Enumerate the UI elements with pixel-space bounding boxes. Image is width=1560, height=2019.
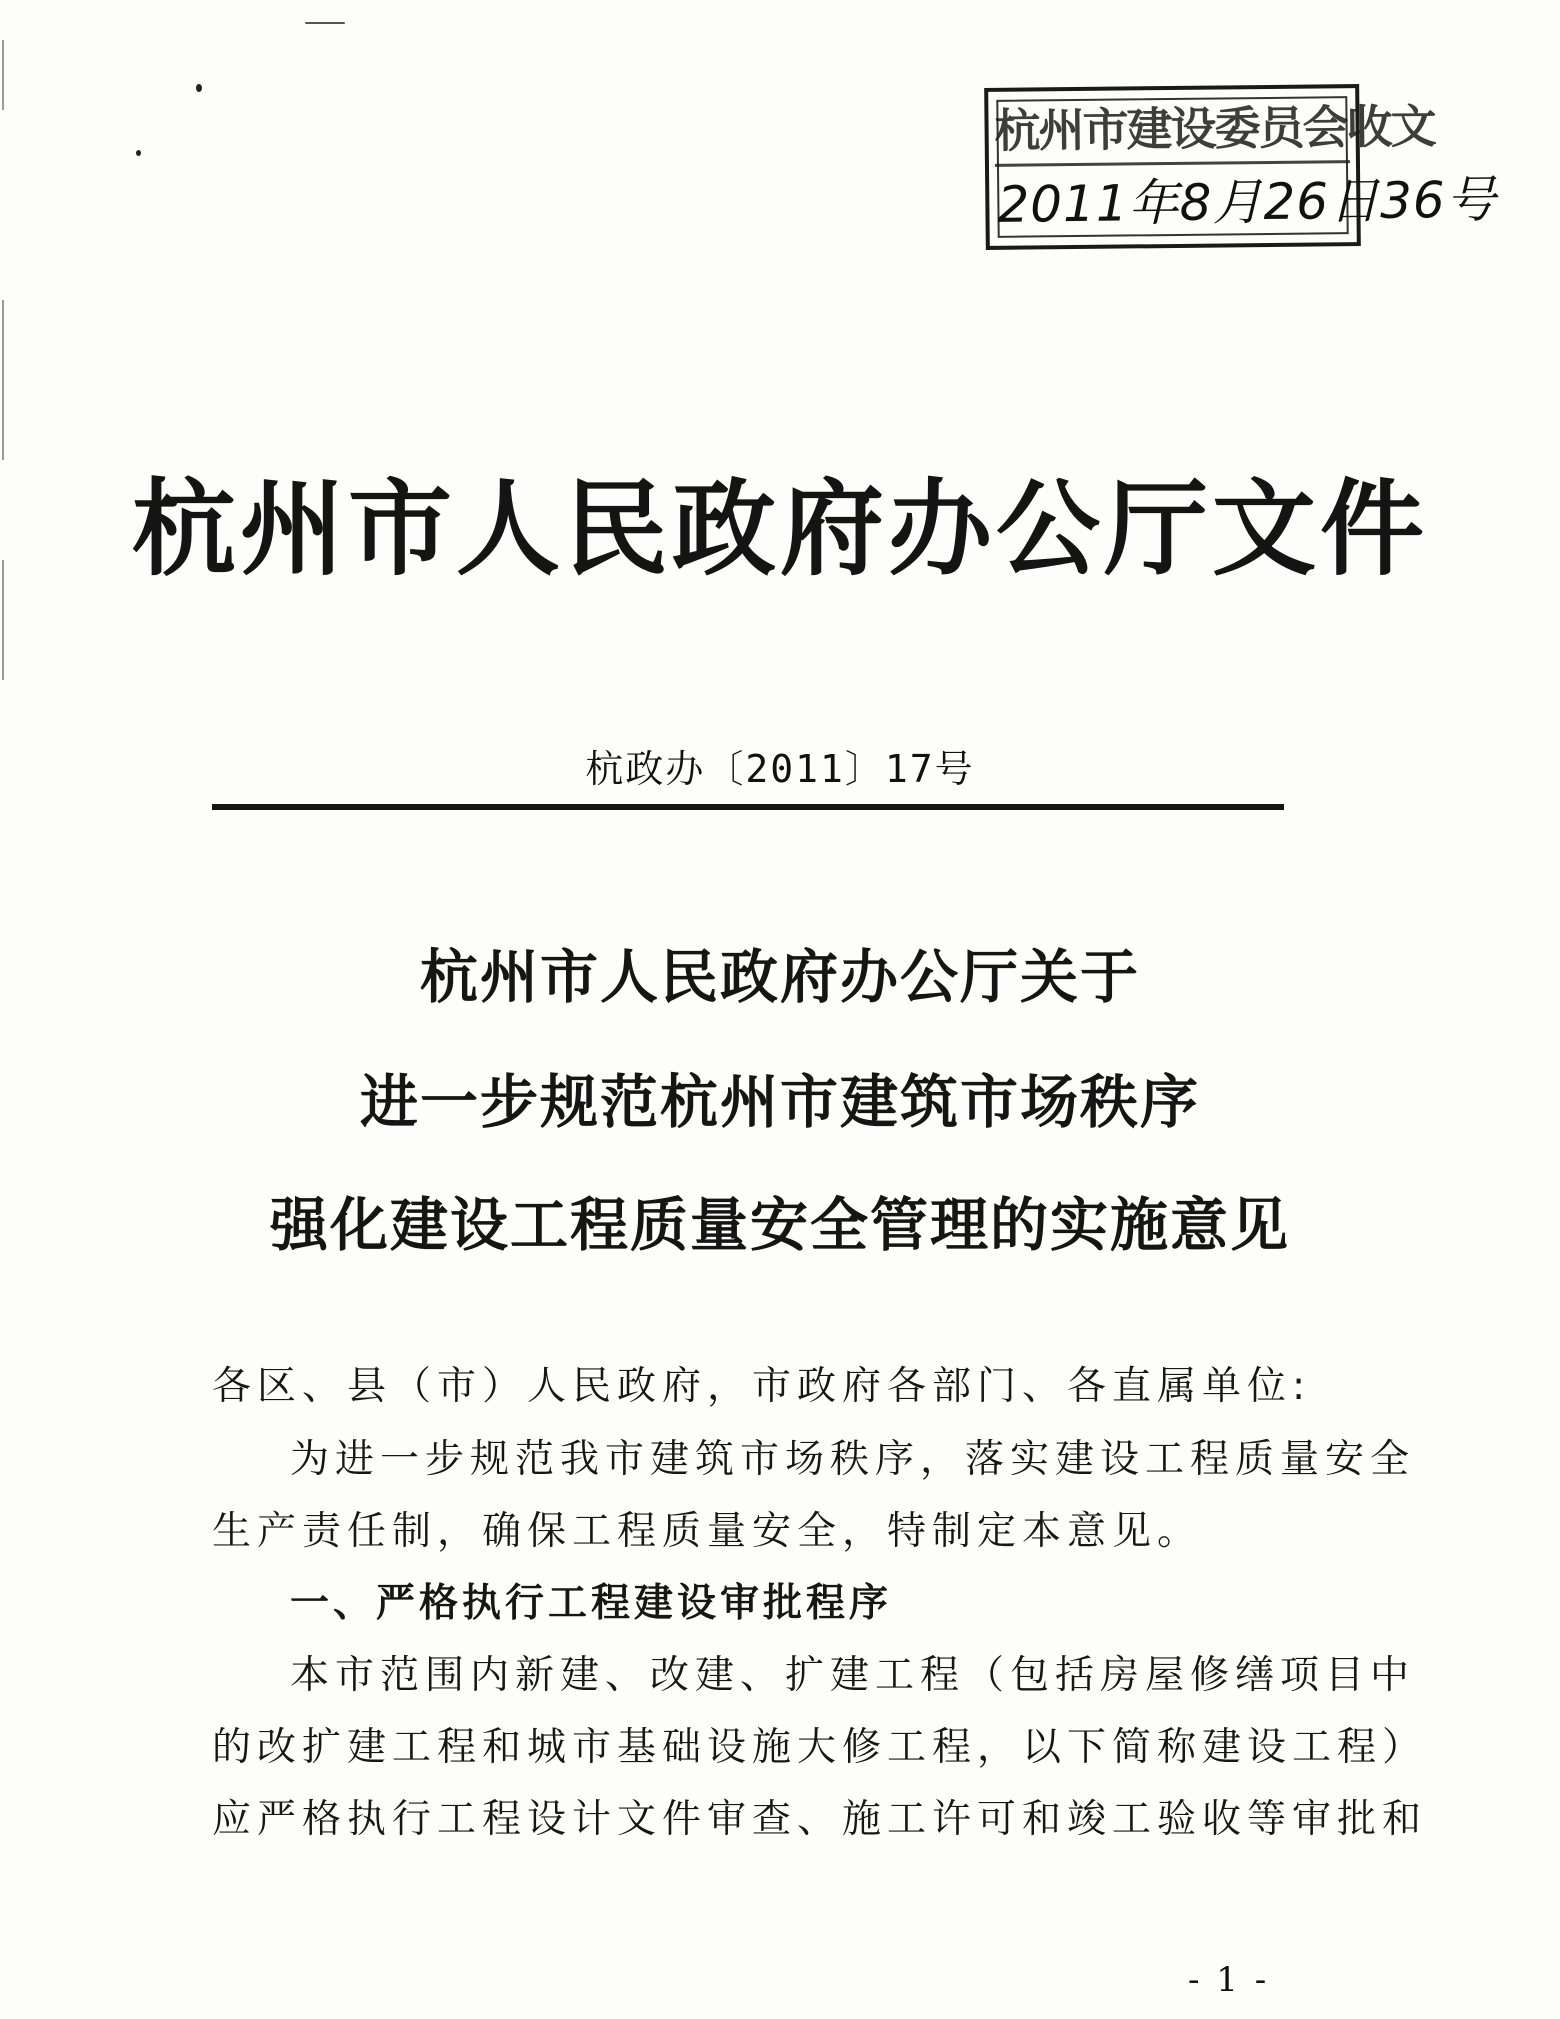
scan-edge-mark: [2, 300, 4, 460]
document-title-line-1: 杭州市人民政府办公厅关于: [419, 943, 1140, 1011]
intro-paragraph-line-1: 为进一步规范我市建筑市场秩序，落实建设工程质量安全: [290, 1437, 1416, 1482]
page-number: - 1 -: [1188, 1960, 1270, 2000]
scan-speck: [305, 22, 345, 24]
section-1-line-3: 应严格执行工程设计文件审查、施工许可和竣工验收等审批和: [212, 1797, 1428, 1842]
intro-paragraph-line-2: 生产责任制，确保工程质量安全，特制定本意见。: [212, 1509, 1203, 1554]
section-1-line-2: 的改扩建工程和城市基础设施大修工程，以下简称建设工程）: [212, 1725, 1428, 1770]
header-divider: [212, 804, 1284, 810]
stamp-registration: 2011年8月26日36号: [997, 170, 1497, 234]
addressee: 各区、县（市）人民政府，市政府各部门、各直属单位:: [212, 1364, 1312, 1409]
document-number: 杭政办〔2011〕17号: [585, 747, 975, 791]
stamp-organization: 杭州市建设委员会收文: [994, 94, 1350, 167]
document-title-line-2: 进一步规范杭州市建筑市场秩序: [359, 1068, 1200, 1136]
scan-edge-mark: [2, 40, 4, 110]
section-1-heading: 一、严格执行工程建设审批程序: [290, 1581, 893, 1626]
document-title-line-3: 强化建设工程质量安全管理的实施意见: [269, 1191, 1290, 1259]
scan-speck: [136, 150, 141, 156]
receipt-stamp: [984, 84, 1497, 250]
section-1-line-1: 本市范围内新建、改建、扩建工程（包括房屋修缮项目中: [290, 1653, 1416, 1698]
scan-speck: [196, 84, 202, 92]
issuer-header: 杭州市人民政府办公厅文件: [131, 467, 1428, 590]
